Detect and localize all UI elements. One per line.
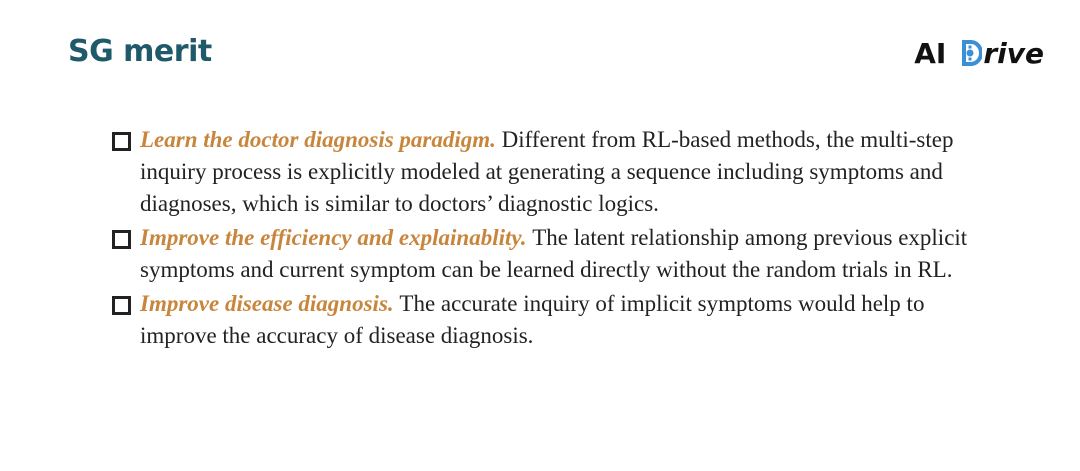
logo-prefix: AI (914, 36, 947, 70)
square-bullet-icon (112, 296, 131, 315)
page-title: SG merit (68, 34, 212, 69)
bullet-text: Different from RL-based methods, the multi-step inquiry process is explicitly modeled at generating a sequence including symptoms and diagnoses, which is similar to doctors’ diagnostic logics. (140, 127, 954, 216)
bullet-lead: Improve the efficiency and explainablity. (140, 225, 533, 250)
bullet-lead: Learn the doctor diagnosis paradigm. (140, 127, 502, 152)
logo-word: rive (983, 36, 1044, 70)
d-gear-logo-icon (960, 39, 982, 67)
ai-drive-logo (914, 36, 1044, 70)
bullet-text: The accurate inquiry of implicit symptoms would help to improve the accuracy of disease diagnosis. (140, 291, 925, 348)
bullet-item (112, 222, 992, 286)
bullet-item (112, 124, 992, 220)
square-bullet-icon (112, 230, 131, 249)
square-bullet-icon (112, 132, 131, 151)
bullet-lead: Improve disease diagnosis. (140, 291, 400, 316)
bullet-text: The latent relationship among previous explicit symptoms and current symptom can be learned directly without the random trials in RL. (140, 225, 968, 282)
bullet-item (112, 288, 992, 352)
bullet-list (112, 124, 992, 354)
